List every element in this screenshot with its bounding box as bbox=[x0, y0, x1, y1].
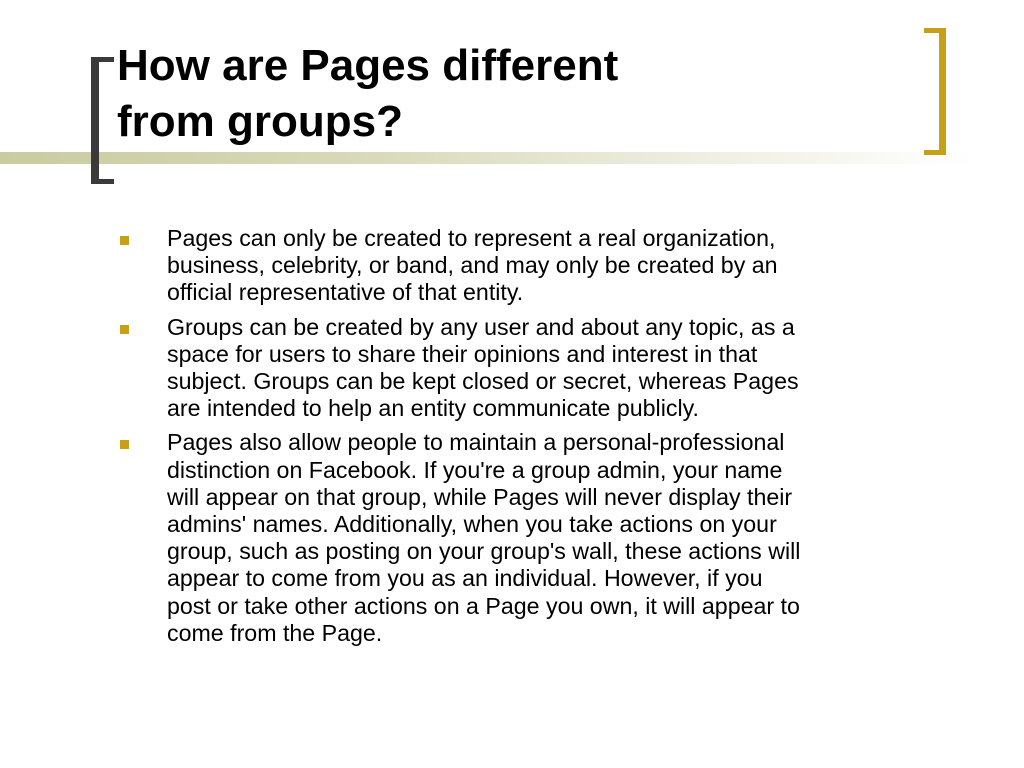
decorative-band bbox=[0, 152, 1024, 164]
bullet-text bbox=[167, 225, 956, 307]
bullet-line: group, such as posting on your group's wall, these actions will bbox=[167, 538, 801, 565]
bullet-line: come from the Page. bbox=[167, 619, 383, 646]
bullet-line: admins' names. Additionally, when you take actions on your bbox=[167, 511, 777, 538]
bullet-item bbox=[116, 225, 956, 307]
bullet-text bbox=[167, 429, 956, 647]
bullet-line: distinction on Facebook. If you're a group admin, your name bbox=[167, 456, 783, 483]
square-bullet-icon bbox=[120, 236, 129, 245]
square-bullet-icon bbox=[120, 325, 129, 334]
bullet-line: subject. Groups can be kept closed or secret, whereas Pages bbox=[167, 368, 799, 395]
slide-title bbox=[117, 38, 897, 150]
bullet-line: Groups can be created by any user and about any topic, as a bbox=[167, 313, 795, 340]
bullet-line: Pages can only be created to represent a real organization, bbox=[167, 225, 776, 251]
bullet-line: business, celebrity, or band, and may only be created by an bbox=[167, 252, 778, 279]
slide-title-line: How are Pages different bbox=[117, 41, 619, 90]
right-bracket-decoration bbox=[924, 28, 946, 155]
bullet-line: will appear on that group, while Pages will never display their bbox=[167, 483, 793, 510]
bullet-item bbox=[116, 314, 956, 423]
bullet-list bbox=[116, 225, 956, 654]
bullet-item bbox=[116, 429, 956, 647]
square-bullet-icon bbox=[120, 440, 129, 449]
bullet-line: Pages also allow people to maintain a personal-professional bbox=[167, 429, 785, 456]
bullet-line: space for users to share their opinions and interest in that bbox=[167, 340, 758, 367]
bullet-line: appear to come from you as an individual. However, if you bbox=[167, 565, 763, 592]
bullet-line: official representative of that entity. bbox=[167, 279, 524, 306]
bullet-line: are intended to help an entity communicate publicly. bbox=[167, 395, 699, 422]
slide-title-line: from groups? bbox=[117, 97, 403, 146]
bullet-text bbox=[167, 314, 956, 423]
left-bracket-decoration bbox=[91, 57, 114, 184]
bullet-line: post or take other actions on a Page you own, it will appear to bbox=[167, 592, 800, 619]
